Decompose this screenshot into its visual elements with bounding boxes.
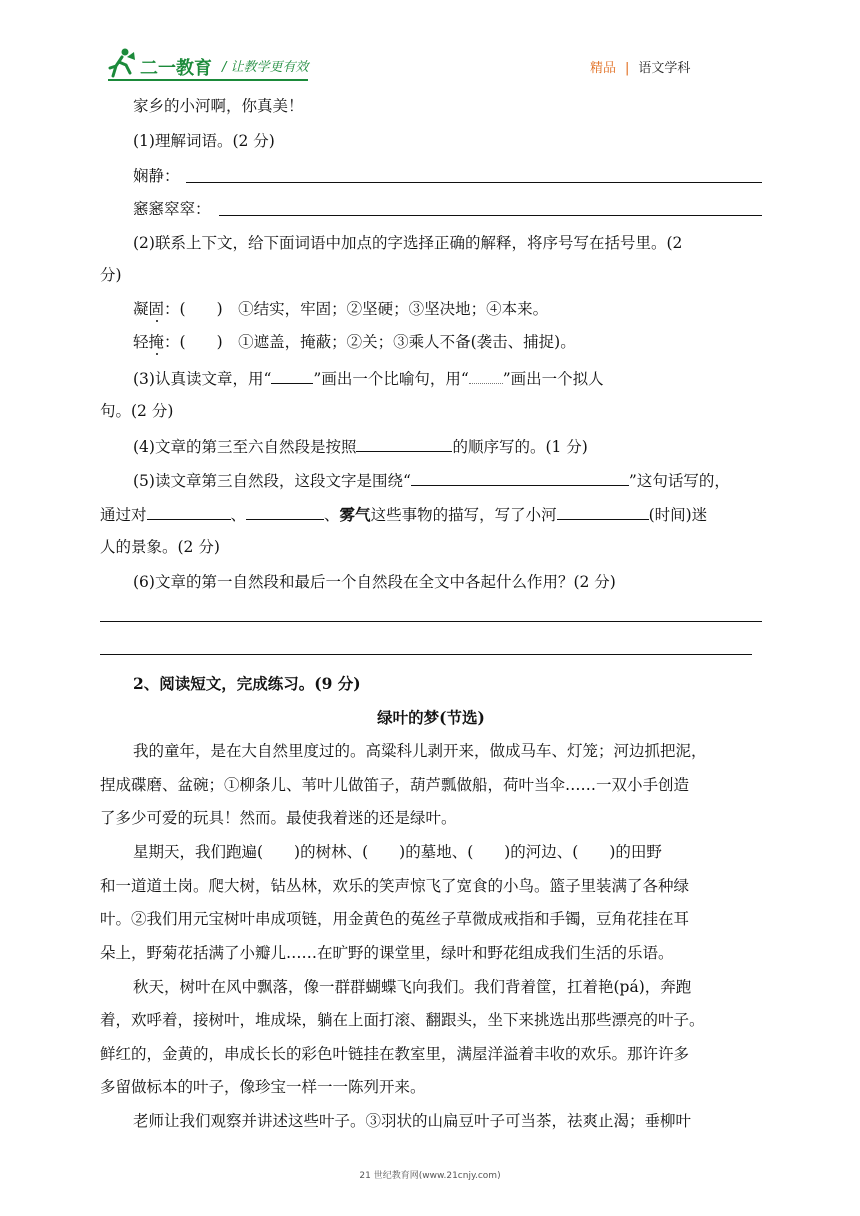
word-options: ：( ) ①遮盖，掩蔽；②关；③乘人不备(袭击、捕捉)。: [164, 333, 576, 351]
logo: [104, 46, 314, 86]
straight-line-sample: [271, 368, 313, 384]
text-segment: 的顺序写的。(1 分): [452, 438, 588, 456]
page-footer: 21 世纪教育网(www.21cnjy.com): [359, 1171, 501, 1181]
text-segment: ”这句话写的，: [628, 472, 730, 490]
page-header: [0, 0, 860, 90]
text-segment: ”画出一个拟人: [502, 370, 604, 388]
text-line: 人的景象。(2 分): [100, 538, 220, 556]
article-line: 和一道道土岗。爬大树，钻丛林，欢乐的笑声惊飞了宽食的小鸟。篮子里装满了各种绿: [100, 877, 690, 895]
article-line: 叶。②我们用元宝树叶串成项链，用金黄色的菟丝子草微成戒指和手镯，豆角花挂在耳: [100, 910, 690, 928]
text-line: 分): [100, 266, 122, 284]
answer-line[interactable]: [219, 215, 762, 216]
question-6: (6)文章的第一自然段和最后一个自然段在全文中各起什么作用？(2 分): [133, 573, 616, 591]
answer-line[interactable]: [100, 654, 752, 655]
article-line: 星期天，我们跑遍( )的树林、( )的墓地、( )的河边、( )的田野: [133, 843, 662, 861]
article-line: 朵上，野菊花括满了小瓣儿……在旷野的课堂里，绿叶和野花组成我们生活的乐语。: [100, 944, 674, 962]
wavy-line-sample: [469, 369, 503, 384]
answer-line[interactable]: [100, 621, 762, 622]
text-segment: 通过对: [100, 506, 147, 524]
article-line: 老师让我们观察并讲述这些叶子。③羽状的山扁豆叶子可当茶，祛爽止渴；垂柳叶: [133, 1112, 692, 1130]
blank-field[interactable]: [557, 504, 649, 520]
text-segment: (时间)迷: [648, 506, 708, 524]
question-5: [133, 470, 730, 491]
badge-subject: 语文学科: [638, 61, 691, 76]
text-segment: (3)认真读文章，用“: [133, 370, 272, 388]
bold-word: 雾气: [339, 505, 371, 524]
term-2-label: 窸窸窣窣：: [133, 200, 211, 218]
text-segment: (5)读文章第三自然段，这段文字是围绕“: [133, 472, 411, 490]
dotted-char: 固: [148, 300, 165, 318]
article-title: 绿叶的梦(节选): [377, 708, 485, 727]
word-options: ：( ) ①结实，牢固；②坚硬；③坚决地；④本来。: [164, 300, 549, 318]
term-1-label: 娴静：: [133, 167, 180, 185]
text-segment: 、: [230, 506, 247, 524]
badge-separator: |: [625, 61, 630, 76]
article-line: 秋天，树叶在风中飘落，像一群群蝴蝶飞向我们。我们背着筐，扛着艳(pá)，奔跑: [133, 978, 692, 996]
question-2-title: (2)联系上下文，给下面词语中加点的字选择正确的解释，将序号写在括号里。(2: [133, 234, 683, 252]
section-2-heading: 2、阅读短文，完成练习。(9 分): [133, 674, 361, 693]
article-line: 着，欢呼着，接树叶，堆成垛，躺在上面打滚、翻跟头，坐下来挑选出那些漂亮的叶子。: [100, 1011, 705, 1029]
badge-quality: 精品: [590, 61, 617, 76]
logo-underline: [108, 79, 308, 81]
question-4: [133, 436, 588, 457]
logo-text: 二一教育: [140, 58, 212, 79]
article-line: 多留做标本的叶子，像珍宝一样一一陈列开来。: [100, 1078, 426, 1096]
article-line: 我的童年，是在大自然里度过的。高粱科儿剥开来，做成马车、灯笼；河边抓把泥，: [133, 742, 707, 760]
text-line: 家乡的小河啊，你真美！: [133, 97, 304, 115]
article-line: 了多少可爱的玩具！然而。最使我着迷的还是绿叶。: [100, 809, 457, 827]
word-char: 凝: [133, 300, 149, 318]
blank-field[interactable]: [246, 504, 324, 520]
text-segment: ”画出一个比喻句，用“: [313, 370, 469, 388]
dotted-char: 掩: [148, 333, 165, 351]
text-segment: 、: [324, 506, 340, 524]
article-line: 鲜红的，金黄的，串成长长的彩色叶链挂在教室里，满屋洋溢着丰收的欢乐。那许许多: [100, 1045, 690, 1063]
subject-badge: [590, 57, 690, 76]
text-line: 句。(2 分): [100, 402, 174, 420]
logo-slogan: / 让教学更有效: [222, 60, 309, 75]
text-segment: (4)文章的第三至六自然段是按照: [133, 438, 357, 456]
runner-logo-icon: [104, 46, 138, 80]
question-2-item-1: [133, 299, 548, 319]
word-char: 轻: [133, 333, 149, 351]
question-3: [133, 368, 604, 389]
answer-line[interactable]: [186, 182, 762, 183]
blank-field[interactable]: [356, 436, 452, 452]
question-5-cont: [100, 504, 707, 525]
blank-field[interactable]: [411, 470, 629, 486]
text-segment: 这些事物的描写，写了小河: [370, 506, 557, 524]
question-1-title: (1)理解词语。(2 分): [133, 132, 275, 150]
blank-field[interactable]: [147, 504, 231, 520]
question-2-item-2: [133, 332, 576, 352]
article-line: 捏成碟磨、盆碗；①柳条儿、苇叶儿做笛子，葫芦瓢做船，荷叶当伞……一双小手创造: [100, 776, 690, 794]
